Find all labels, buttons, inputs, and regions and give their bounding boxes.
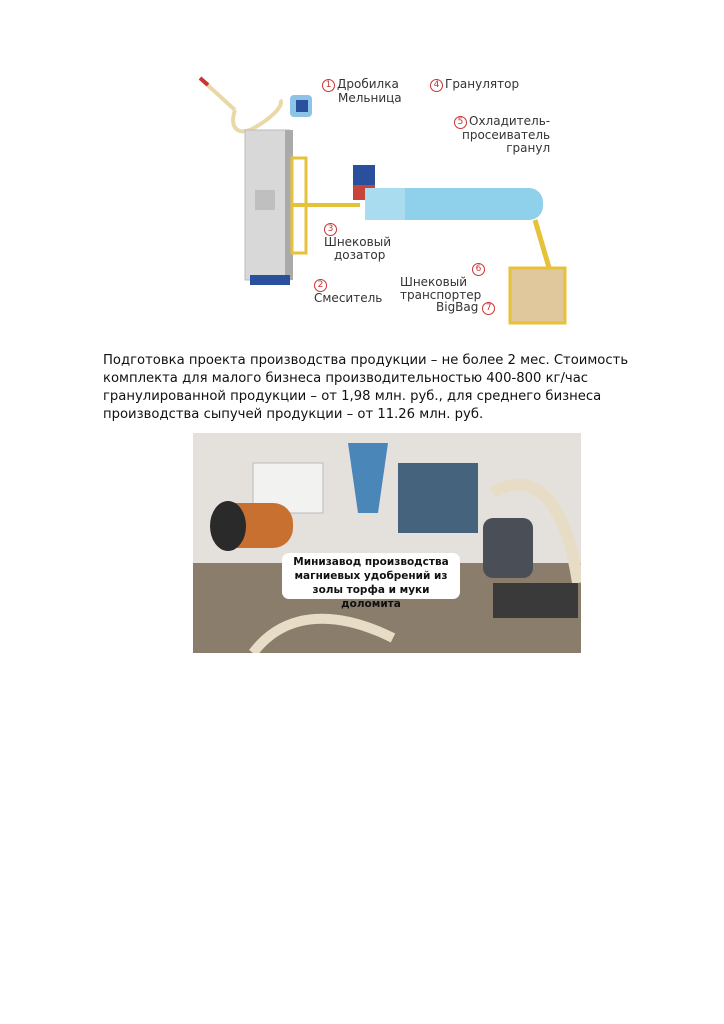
label-cooler-sifter: 5 Охладитель- просеиватель гранул [454,115,550,155]
caption-line: магниевых удобрений из [294,570,448,582]
factory-photo [193,433,581,653]
caption-line: Минизавод производства [293,556,449,568]
label-mixer: 2 Смеситель [314,280,383,305]
factory-photo-illustration [193,433,581,653]
label-bigbag: BigBag 7 [436,301,497,315]
photo-caption [282,553,460,610]
equipment-diagram-illustration [190,70,590,340]
description-paragraph: Подготовка проекта производства продукции – не более 2 мес. Стоимость комплекта для малого бизнеса производительностью 400-800 кг/час гранулированной продукции – от 1,98 млн. руб., для среднего бизнеса производства сыпучей продукции – от 11.26 млн. руб. [103,353,629,422]
label-granulator: 4 Гранулятор [430,78,519,92]
label-crusher: 1 Дробилка Мельница [322,78,402,105]
label-screw-conveyor: 6 Шнековый транспортер [400,262,487,302]
caption-line: золы торфа и муки доломита [312,584,430,610]
label-screw-doser: 3 Шнековый дозатор [324,224,391,262]
equipment-diagram [190,70,590,340]
